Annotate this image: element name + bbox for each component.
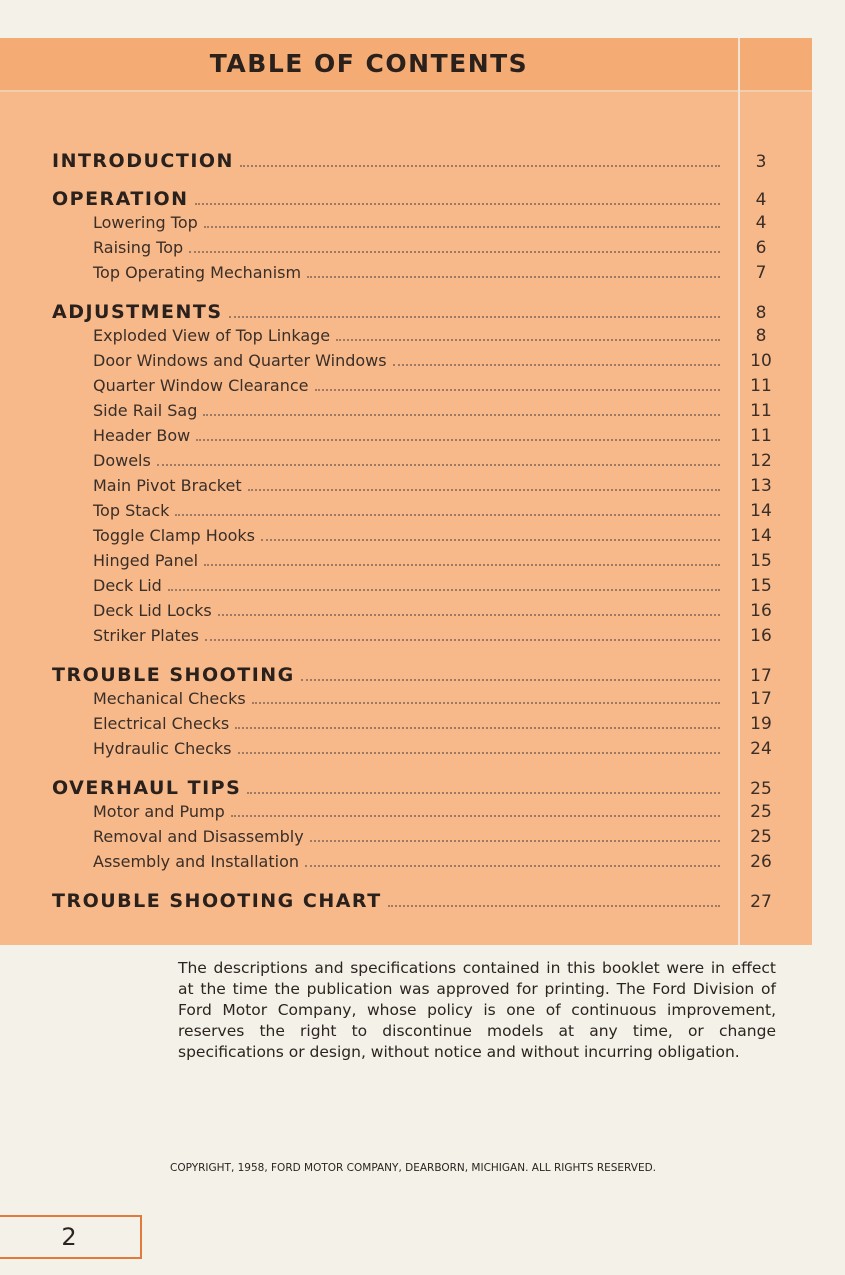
toc-section xyxy=(0,301,800,325)
toc-item xyxy=(0,401,800,425)
toc-page-number: 11 xyxy=(750,401,772,421)
dot-leader xyxy=(252,701,720,704)
dot-leader xyxy=(307,275,720,278)
toc-item xyxy=(0,689,800,713)
toc-label: TROUBLE SHOOTING CHART xyxy=(52,890,382,912)
toc-label: Dowels xyxy=(93,451,151,470)
toc-label: Deck Lid xyxy=(93,576,162,595)
toc-section xyxy=(0,777,800,801)
toc-item xyxy=(0,213,800,237)
toc-page-number: 15 xyxy=(750,576,772,596)
toc-label: Deck Lid Locks xyxy=(93,601,212,620)
toc-page-number: 8 xyxy=(755,303,767,323)
disclaimer-text: The descriptions and specifications contained in this booklet were in effect at the time the publication was approved for printing. The Ford Division of Ford Motor Company, whose policy is one of continuous improvement, reserves the right to discontinue models at any time, or change specifications or design, without notice and without incurring obligation. xyxy=(178,959,776,1061)
toc-item xyxy=(0,451,800,475)
toc-item xyxy=(0,714,800,738)
toc-page-number: 6 xyxy=(755,238,767,258)
dot-leader xyxy=(175,513,720,516)
toc-page-number: 7 xyxy=(755,263,767,283)
toc-item xyxy=(0,501,800,525)
toc-item xyxy=(0,476,800,500)
toc-item xyxy=(0,802,800,826)
dot-leader xyxy=(310,839,720,842)
toc-item xyxy=(0,626,800,650)
toc-page-number: 13 xyxy=(750,476,772,496)
toc-section xyxy=(0,188,800,212)
toc-label: Hinged Panel xyxy=(93,551,199,570)
page-title: TABLE OF CONTENTS xyxy=(209,49,529,78)
toc-page-number: 15 xyxy=(750,551,772,571)
toc-label: TROUBLE SHOOTING xyxy=(52,664,295,686)
dot-leader xyxy=(168,588,720,591)
page-number: 2 xyxy=(0,1215,142,1259)
toc-label: Mechanical Checks xyxy=(93,689,246,708)
toc-page-number: 16 xyxy=(750,601,772,621)
toc-label: Door Windows and Quarter Windows xyxy=(93,351,387,370)
dot-leader xyxy=(204,563,720,566)
toc-label: Top Stack xyxy=(93,501,170,520)
toc-item xyxy=(0,426,800,450)
dot-leader xyxy=(261,538,720,541)
toc-item xyxy=(0,376,800,400)
copyright-notice: COPYRIGHT, 1958, FORD MOTOR COMPANY, DEARBORN, MICHIGAN. ALL RIGHTS RESERVED. xyxy=(170,1162,657,1174)
dot-leader xyxy=(315,388,721,391)
dot-leader xyxy=(203,413,720,416)
toc-page-number: 14 xyxy=(750,501,772,521)
toc-item xyxy=(0,551,800,575)
toc-label: Top Operating Mechanism xyxy=(93,263,302,282)
toc-page-number: 11 xyxy=(750,376,772,396)
toc-label: Hydraulic Checks xyxy=(93,739,232,758)
dot-leader xyxy=(205,638,720,641)
toc-item xyxy=(0,526,800,550)
toc-page-number: 24 xyxy=(750,739,772,759)
dot-leader xyxy=(393,363,720,366)
toc-page-number: 14 xyxy=(750,526,772,546)
toc-item xyxy=(0,326,800,350)
dot-leader xyxy=(235,726,720,729)
toc-label: ADJUSTMENTS xyxy=(52,301,223,323)
toc-label: OVERHAUL TIPS xyxy=(52,777,242,799)
dot-leader xyxy=(218,613,720,616)
toc-label: Assembly and Installation xyxy=(93,852,300,871)
toc-page-number: 25 xyxy=(750,827,772,847)
toc-label: Side Rail Sag xyxy=(93,401,198,420)
toc-label: Lowering Top xyxy=(93,213,198,232)
toc-page-number: 16 xyxy=(750,626,772,646)
toc-label: Removal and Disassembly xyxy=(93,827,304,846)
toc-page-number: 11 xyxy=(750,426,772,446)
dot-leader xyxy=(238,751,720,754)
toc-page-number: 8 xyxy=(755,326,767,346)
toc-item xyxy=(0,852,800,876)
toc-label: Quarter Window Clearance xyxy=(93,376,309,395)
toc-item xyxy=(0,601,800,625)
dot-leader xyxy=(247,791,720,794)
dot-leader xyxy=(248,488,720,491)
toc-label: Raising Top xyxy=(93,238,184,257)
toc-page-number: 27 xyxy=(750,892,772,912)
toc-page-number: 12 xyxy=(750,451,772,471)
toc-item xyxy=(0,739,800,763)
dot-leader xyxy=(388,904,720,907)
toc-list xyxy=(0,38,812,945)
toc-section xyxy=(0,150,800,174)
toc-item xyxy=(0,351,800,375)
toc-page-number: 10 xyxy=(750,351,772,371)
toc-page-number: 17 xyxy=(750,689,772,709)
toc-item xyxy=(0,263,800,287)
dot-leader xyxy=(196,438,720,441)
toc-section xyxy=(0,664,800,688)
dot-leader xyxy=(229,315,720,318)
toc-label: Main Pivot Bracket xyxy=(93,476,242,495)
toc-label: Motor and Pump xyxy=(93,802,225,821)
toc-section xyxy=(0,890,800,914)
dot-leader xyxy=(301,678,720,681)
toc-label: Electrical Checks xyxy=(93,714,230,733)
toc-label: OPERATION xyxy=(52,188,189,210)
dot-leader xyxy=(231,814,720,817)
toc-page-number: 3 xyxy=(755,152,767,172)
toc-page-number: 25 xyxy=(750,802,772,822)
toc-label: Toggle Clamp Hooks xyxy=(93,526,255,545)
toc-item xyxy=(0,576,800,600)
toc-item xyxy=(0,827,800,851)
dot-leader xyxy=(240,164,720,167)
toc-label: INTRODUCTION xyxy=(52,150,234,172)
toc-page-number: 17 xyxy=(750,666,772,686)
toc-page-number: 26 xyxy=(750,852,772,872)
toc-label: Striker Plates xyxy=(93,626,200,645)
dot-leader xyxy=(189,250,720,253)
toc-panel xyxy=(0,38,812,945)
toc-page-number: 19 xyxy=(750,714,772,734)
toc-page-number: 25 xyxy=(750,779,772,799)
toc-label: Header Bow xyxy=(93,426,191,445)
dot-leader xyxy=(195,202,721,205)
dot-leader xyxy=(305,864,720,867)
toc-page-number: 4 xyxy=(755,190,767,210)
toc-label: Exploded View of Top Linkage xyxy=(93,326,331,345)
toc-page-number: 4 xyxy=(755,213,767,233)
dot-leader xyxy=(204,225,720,228)
toc-item xyxy=(0,238,800,262)
dot-leader xyxy=(157,463,720,466)
dot-leader xyxy=(336,338,720,341)
